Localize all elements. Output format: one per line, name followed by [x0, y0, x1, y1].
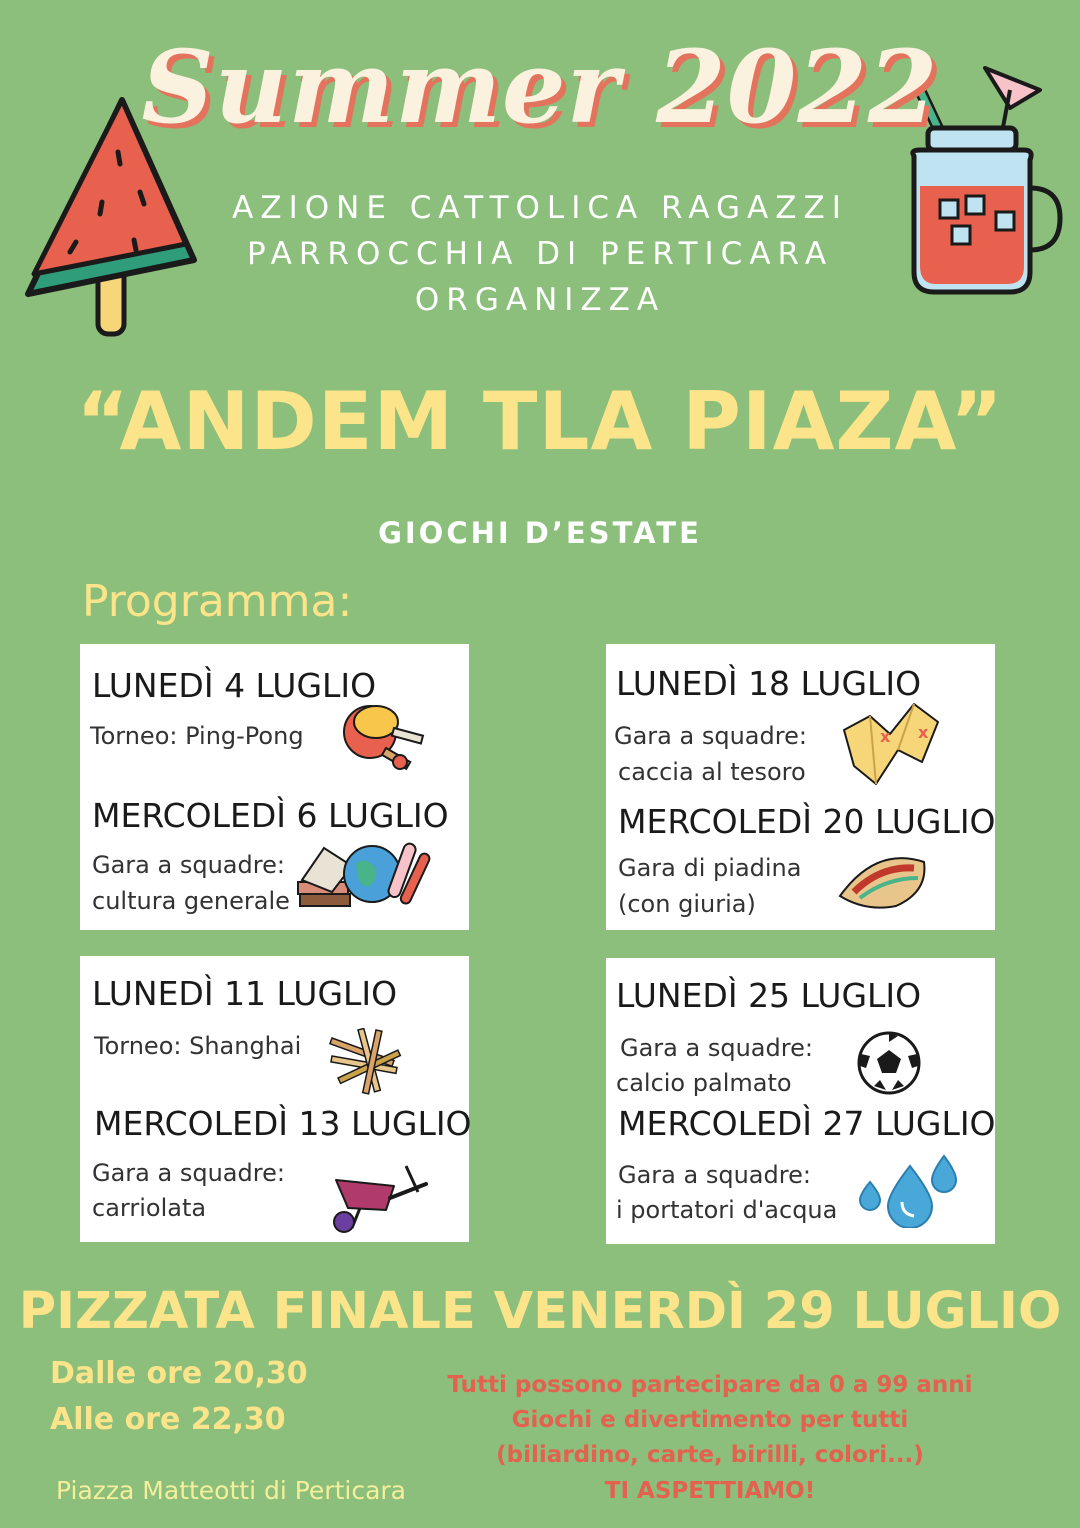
svg-text:x: x — [918, 723, 929, 742]
programma-label: Programma: — [82, 576, 353, 627]
svg-text:x: x — [880, 727, 891, 746]
program-card-1 — [80, 644, 469, 930]
piadina-icon — [836, 852, 930, 912]
card-day-2: MERCOLEDÌ 20 LUGLIO — [618, 802, 996, 841]
card-desc-2a: Gara di piadina — [618, 854, 802, 882]
card-day-1: LUNEDÌ 25 LUGLIO — [616, 976, 922, 1015]
card-desc-1: Torneo: Shanghai — [94, 1032, 302, 1060]
card-desc-2b: cultura generale — [92, 887, 290, 915]
card-day-2: MERCOLEDÌ 6 LUGLIO — [92, 796, 449, 835]
water-drops-icon — [856, 1154, 958, 1228]
wheelbarrow-icon — [330, 1162, 430, 1236]
info-line-2: Giochi e divertimento per tutti — [511, 1407, 909, 1433]
card-desc-1b: caccia al tesoro — [618, 758, 806, 786]
event-location: Piazza Matteotti di Perticara — [56, 1476, 406, 1505]
card-desc-2b: (con giuria) — [618, 890, 756, 918]
treasure-map-icon — [840, 700, 940, 786]
organizer-line-2: PARROCCHIA DI PERTICARA — [246, 236, 834, 272]
card-day-1: LUNEDÌ 4 LUGLIO — [92, 666, 377, 705]
event-headline: “ANDEM TLA PIAZA” — [76, 375, 1004, 468]
card-desc-2a: Gara a squadre: — [92, 851, 285, 879]
card-desc-2a: Gara a squadre: — [92, 1159, 285, 1187]
time-start: Dalle ore 20,30 — [50, 1356, 308, 1391]
card-desc-2a: Gara a squadre: — [618, 1161, 811, 1189]
finale-title: PIZZATA FINALE VENERDÌ 29 LUGLIO — [18, 1282, 1062, 1341]
card-day-2: MERCOLEDÌ 27 LUGLIO — [618, 1104, 996, 1143]
info-line-3: (biliardino, carte, birilli, colori...) — [496, 1442, 924, 1468]
card-desc-2b: carriolata — [92, 1194, 207, 1222]
organizer-line-3: ORGANIZZA — [414, 282, 666, 318]
soccer-ball-icon — [856, 1030, 922, 1096]
card-desc-1a: Gara a squadre: — [620, 1034, 813, 1062]
program-card-4 — [606, 958, 995, 1244]
event-subtitle: GIOCHI D’ESTATE — [378, 516, 702, 550]
card-desc-1a: Gara a squadre: — [614, 722, 807, 750]
books-globe-icon — [294, 836, 444, 920]
time-end: Alle ore 22,30 — [50, 1402, 286, 1437]
card-desc-1b: calcio palmato — [616, 1069, 792, 1097]
info-line-1: Tutti possono partecipare da 0 a 99 anni — [447, 1372, 973, 1398]
ping-pong-icon — [336, 700, 436, 776]
program-card-3 — [80, 956, 472, 1242]
card-day-1: LUNEDÌ 18 LUGLIO — [616, 664, 922, 703]
card-day-1: LUNEDÌ 11 LUGLIO — [92, 974, 398, 1013]
info-line-4: TI ASPETTIAMO! — [604, 1478, 816, 1504]
program-card-2 — [606, 644, 995, 930]
organizer-line-1: AZIONE CATTOLICA RAGAZZI — [232, 190, 848, 226]
card-day-2: MERCOLEDÌ 13 LUGLIO — [94, 1104, 472, 1143]
shanghai-sticks-icon — [328, 1028, 404, 1096]
card-desc-1: Torneo: Ping-Pong — [90, 722, 304, 750]
card-desc-2b: i portatori d'acqua — [616, 1196, 838, 1224]
page-title: Summer 2022 — [141, 28, 939, 146]
